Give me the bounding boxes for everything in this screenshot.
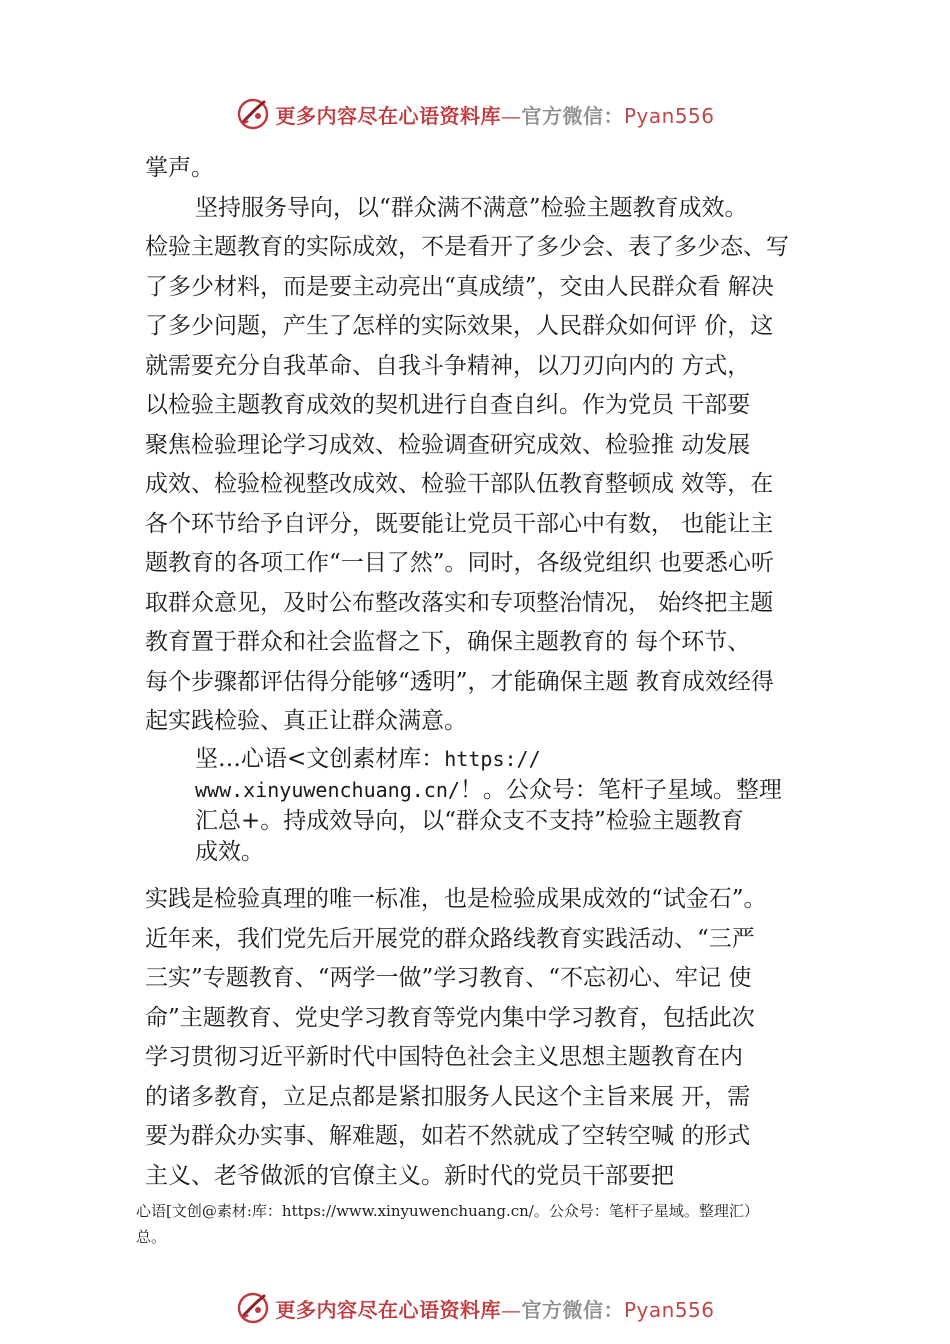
text-line: 了多少材料，而是要主动亮出“真成绩”，交由人民群众看 解决 — [145, 273, 774, 300]
text-line: 学习贯彻习近平新时代中国特色社会主义思想主题教育在内 — [145, 1044, 743, 1070]
text-line: 就需要充分自我革命、自我斗争精神，以刀刃向内的 方式， — [145, 352, 751, 379]
text-line: 命”主题教育、党史学习教育等党内集中学习教育，包括此次 — [145, 1004, 755, 1031]
text-line: 主义、老爷做派的官僚主义。新时代的党员干部要把 — [145, 1162, 674, 1189]
banner-wechat-id: Pyan556 — [623, 103, 715, 128]
text-line: 近年来，我们党先后开展党的群众路线教育实践活动、“三严 — [145, 925, 755, 952]
text-line: 取群众意见，及时公布整改落实和专项整治情况， 始终把主题 — [145, 589, 774, 616]
footnote-line: 心语[文创@素材:库：https://www.xinyuwenchuang.cn/。公众号：笔杆子星域。整理汇） — [136, 1202, 759, 1220]
text-line: 教育置于群众和社会监督之下，确保主题教育的 每个环节、 — [145, 629, 751, 655]
text-line: 成效、检验检视整改成效、检验干部队伍教育整顿成 效等，在 — [145, 471, 774, 497]
banner-label: 官方微信： — [521, 103, 624, 128]
brush-logo-icon — [235, 1290, 271, 1326]
text-line: 了多少问题，产生了怎样的实际效果，人民群众如何评 价，这 — [145, 313, 774, 339]
banner-dash: — — [500, 1297, 522, 1322]
text-line: 题教育的各项工作“一目了然”。同时，各级党组织 也要悉心听 — [145, 550, 774, 576]
banner-main: 更多内容尽在心语资料库 — [275, 1297, 501, 1322]
text-line: 起实践检验、真正让群众满意。 — [145, 708, 467, 734]
banner-label: 官方微信： — [521, 1297, 624, 1322]
paragraph-block-b — [195, 744, 845, 868]
text-line — [195, 744, 845, 775]
text-line: 各个环节给予自评分，既要能让党员干部心中有数， 也能让主 — [145, 510, 774, 537]
footnote-line: 总。 — [136, 1228, 167, 1246]
banner-dash: — — [500, 103, 522, 128]
text-line: 检验主题教育的实际成效，不是看开了多少会、表了多少态、写 — [145, 234, 789, 260]
section-heading-line: 坚持服务导向，以“群众满不满意”检验主题教育成效。 — [195, 194, 748, 221]
text-line: 实践是检验真理的唯一标准，也是检验成果成效的“试金石”。 — [145, 886, 767, 912]
footer-watermark-banner — [0, 1288, 950, 1328]
text-line: 三实”专题教育、“两学一做”学习教育、“不忘初心、牢记 使 — [145, 965, 752, 991]
text-fragment: 坚…心语<文创素材库： — [195, 746, 445, 772]
text-line: 聚焦检验理论学习成效、检验调查研究成效、检验推 动发展 — [145, 431, 751, 458]
banner-wechat-id: Pyan556 — [623, 1297, 715, 1322]
url-fragment: www.xinyuwenchuang.cn/ — [195, 778, 460, 802]
paragraph-block-c — [145, 880, 835, 1196]
text-line — [195, 775, 845, 806]
brush-logo-icon — [235, 96, 271, 132]
text-fragment: ！。公众号：笔杆子星域。整理 — [459, 777, 782, 803]
footnote-watermark — [136, 1198, 836, 1250]
paragraph-block-a — [145, 149, 835, 742]
text-line: 成效。 — [195, 839, 264, 865]
text-line: 以检验主题教育成效的契机进行自查自纠。作为党员 干部要 — [145, 392, 751, 418]
banner-text — [275, 1294, 714, 1323]
text-line: 的诸多教育，立足点都是紧扣服务人民这个主旨来展 开，需 — [145, 1083, 751, 1110]
url-fragment: https:// — [444, 747, 541, 771]
banner-text — [275, 100, 714, 129]
text-line: 要为群众办实事、解难题，如若不然就成了空转空喊 的形式 — [145, 1123, 751, 1149]
header-watermark-banner — [0, 94, 950, 134]
text-line: 汇总+。持成效导向，以“群众支不支持”检验主题教育 — [195, 808, 744, 834]
text-line: 每个步骤都评估得分能够“透明”，才能确保主题 教育成效经得 — [145, 668, 774, 695]
text-line: 掌声。 — [145, 155, 214, 181]
banner-main: 更多内容尽在心语资料库 — [275, 103, 501, 128]
